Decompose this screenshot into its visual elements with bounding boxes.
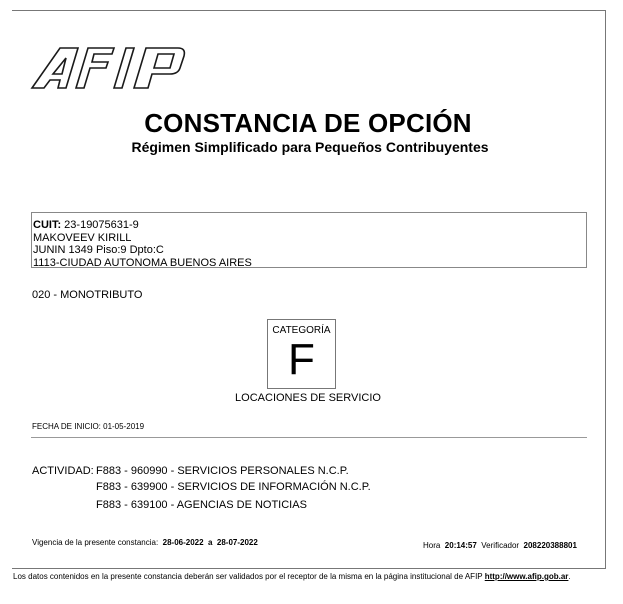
footer-note [13, 572, 613, 581]
categoria-value: F [288, 335, 315, 384]
cuit-line [33, 219, 586, 232]
contribuyente-city: 1113-CIUDAD AUTONOMA BUENOS AIRES [33, 256, 252, 269]
verificador-label: Verificador [481, 541, 520, 550]
verificador-value: 208220388801 [523, 541, 577, 550]
categoria-label: CATEGORÍA [272, 325, 331, 336]
contribuyente-box [31, 212, 587, 268]
vigencia-desde: 28-06-2022 [162, 538, 204, 547]
fecha-inicio: FECHA DE INICIO: 01-05-2019 [32, 422, 145, 431]
actividad-label: ACTIVIDAD: [32, 465, 94, 477]
hora-line [423, 541, 577, 550]
footer-text: Los datos contenidos en la presente constancia deberán ser validados por el receptor de la misma en la página institucional de AFIP [13, 572, 483, 581]
divider [31, 437, 587, 438]
hora-value: 20:14:57 [444, 541, 477, 550]
actividad-item: F883 - 639900 - SERVICIOS DE INFORMACIÓN N.C.P. [96, 481, 371, 493]
categoria-box [267, 319, 336, 389]
page-border-right [605, 10, 606, 568]
contribuyente-address: JUNIN 1349 Piso:9 Dpto:C [33, 244, 164, 256]
afip-website-link[interactable]: http://www.afip.gob.ar [484, 572, 569, 581]
page-subtitle: Régimen Simplificado para Pequeños Contribuyentes [131, 139, 489, 155]
actividad-item: F883 - 960990 - SERVICIOS PERSONALES N.C.P. [96, 465, 349, 477]
categoria-descripcion: LOCACIONES DE SERVICIO [235, 392, 381, 404]
page-border-top [12, 10, 605, 11]
vigencia-label: Vigencia de la presente constancia: [32, 538, 159, 547]
actividad-item: F883 - 639100 - AGENCIAS DE NOTICIAS [96, 499, 307, 511]
footer-end: . [568, 572, 571, 581]
page-title: CONSTANCIA DE OPCIÓN [144, 108, 472, 138]
vigencia-hasta: 28-07-2022 [216, 538, 258, 547]
regimen-text: 020 - MONOTRIBUTO [32, 289, 143, 301]
contribuyente-name: MAKOVEEV KIRILL [33, 231, 132, 244]
afip-logo [30, 44, 186, 90]
vigencia-a: a [208, 538, 213, 547]
hora-label: Hora [423, 541, 441, 550]
cuit-label: CUIT: [33, 219, 62, 231]
vigencia-line [32, 538, 258, 547]
cuit-value: 23-19075631-9 [64, 219, 139, 231]
page-border-bottom [12, 568, 606, 569]
